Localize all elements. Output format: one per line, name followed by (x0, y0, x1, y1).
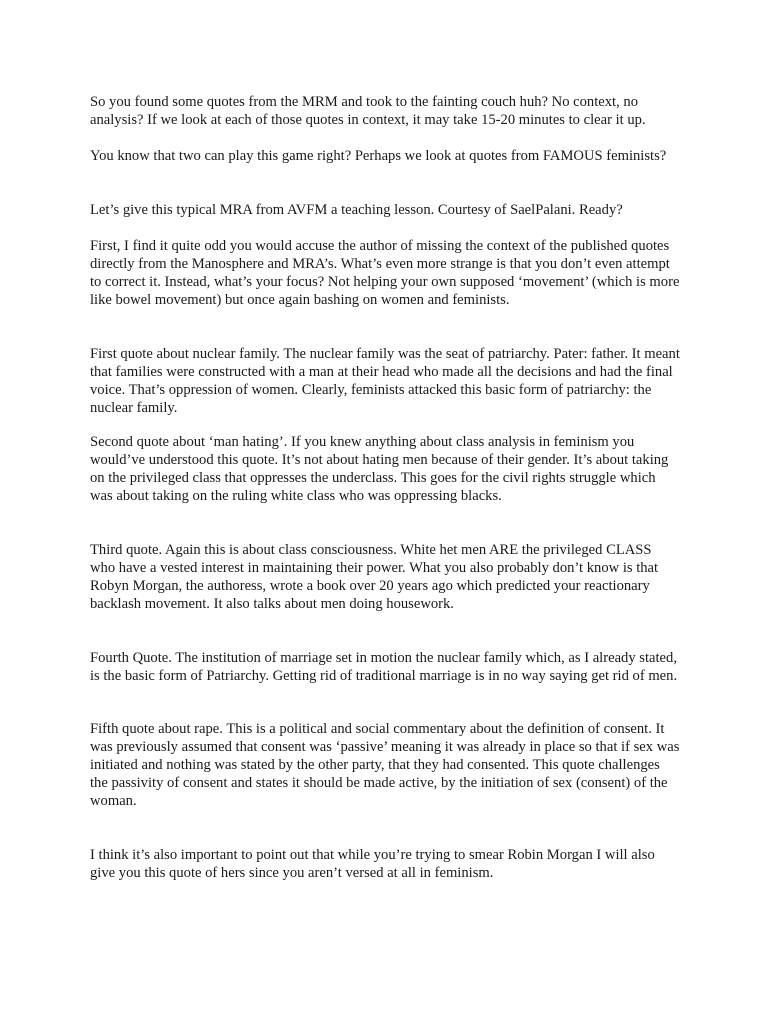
paragraph-second-quote: Second quote about ‘man hating’. If you knew anything about class analysis in feminism you would’ve understood this quote. It’s not about hating men because of their gender. It’s about taking on the privileged class that oppresses the underclass. This goes for the civil rights struggle which was about taking on the ruling white class who was oppressing blacks. (90, 434, 669, 504)
paragraph-mrm-quotes: So you found some quotes from the MRM and took to the fainting couch huh? No context, no analysis? If we look at each of those quotes in context, it may take 15-20 minutes to clear it up. (90, 94, 646, 128)
paragraph-closing: I think it’s also important to point out that while you’re trying to smear Robin Morgan I will also give you this quote of hers since you aren’t versed at all in feminism. (90, 847, 655, 881)
paragraph-famous-feminists: You know that two can play this game right? Perhaps we look at quotes from FAMOUS feminists? (90, 148, 667, 164)
paragraph-first-response: First, I find it quite odd you would accuse the author of missing the context of the published quotes directly from the Manosphere and MRA’s. What’s even more strange is that you don’t even attempt to correct it. Instead, what’s your focus? Not helping your own supposed ‘movement’ (which is more like bowel movement) but once again bashing on women and feminists. (90, 238, 680, 308)
paragraph-first-quote: First quote about nuclear family. The nuclear family was the seat of patriarchy. Pater: father. It meant that families were constructed with a man at their head who made all the decisions and had the final voice. That’s oppression of women. Clearly, feminists attacked this basic form of patriarchy: the nuclear family. (90, 346, 680, 416)
paragraph-fifth-quote: Fifth quote about rape. This is a political and social commentary about the definition of consent. It was previously assumed that consent was ‘passive’ meaning it was already in place so that if sex was initiated and nothing was stated by the other party, that they had consented. This quote challenges the passivity of consent and states it should be made active, by the initiation of sex (consent) of the woman. (90, 721, 680, 809)
paragraph-third-quote: Third quote. Again this is about class consciousness. White het men ARE the privileged CLASS who have a vested interest in maintaining their power. What you also probably don’t know is that Robyn Morgan, the authoress, wrote a book over 20 years ago which predicted your reactionary backlash movement. It also talks about men doing housework. (90, 542, 659, 612)
paragraph-fourth-quote: Fourth Quote. The institution of marriage set in motion the nuclear family which, as I already stated, is the basic form of Patriarchy. Getting rid of traditional marriage is in no way saying get rid of men. (90, 650, 678, 684)
paragraph-teaching-lesson: Let’s give this typical MRA from AVFM a teaching lesson. Courtesy of SaelPalani. Ready? (90, 202, 623, 218)
